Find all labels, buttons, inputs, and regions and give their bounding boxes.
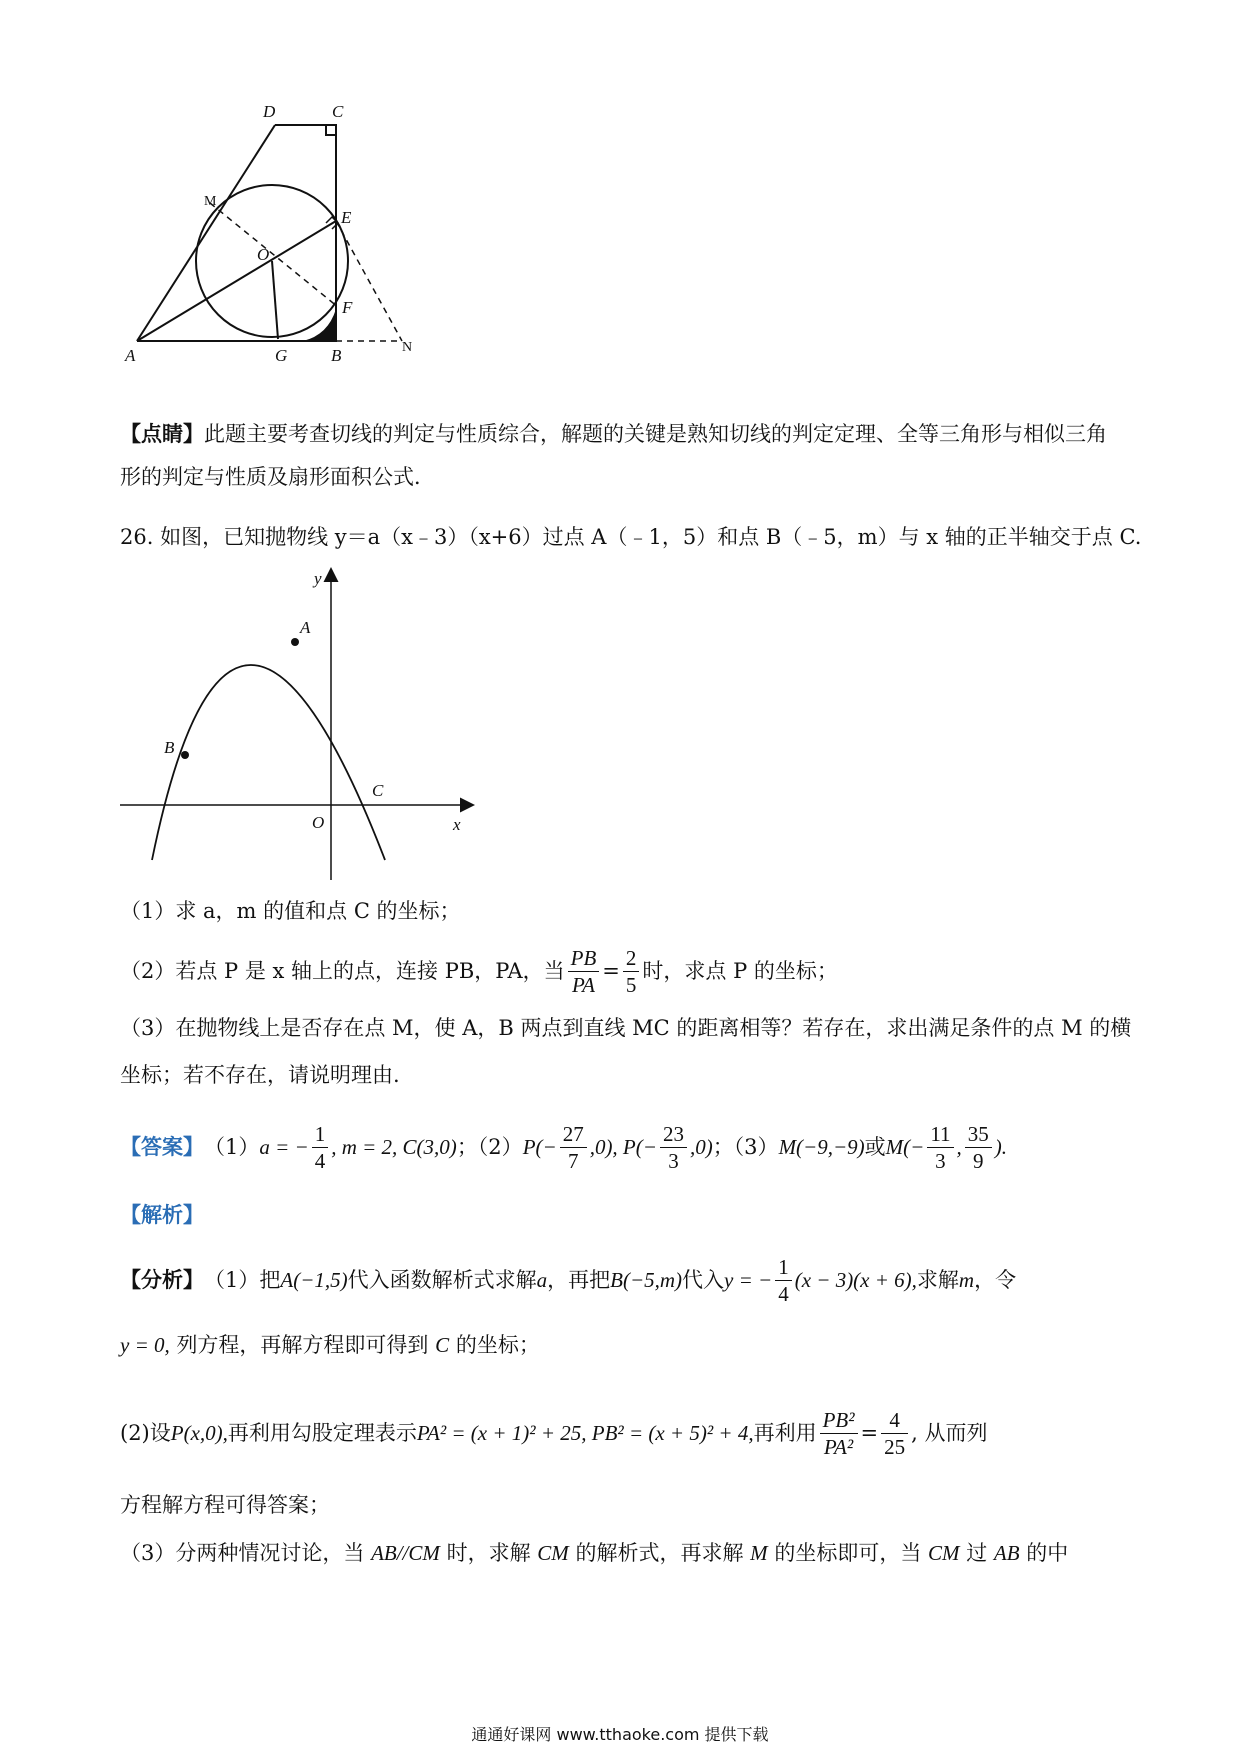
fenxi-l3-valfrac <box>881 1407 908 1460</box>
label-F: F <box>342 298 353 317</box>
fenxi-l1-a: （1）把 <box>204 1268 281 1292</box>
shaded-region <box>303 309 336 341</box>
fenxi-l3-a: (2)设 <box>120 1421 171 1445</box>
answer-P1-num: 27 <box>560 1121 587 1148</box>
label-A: A <box>125 346 136 365</box>
answer-M2-num1: 11 <box>927 1121 953 1148</box>
question-3 <box>120 1005 1140 1099</box>
fenxi-l1-e: ，再把 <box>547 1268 611 1292</box>
fenxi-l5-b: AB//CM <box>371 1541 440 1565</box>
answer-M2-frac1 <box>927 1121 953 1174</box>
answer-P1-den: 7 <box>567 1148 579 1173</box>
fenxi-l3-frac <box>820 1407 858 1460</box>
fenxi-l3-d: PA² = (x + 1)² + 25, PB² = (x + 5)² + 4, <box>416 1421 754 1445</box>
label-B: B <box>331 346 342 365</box>
answer-M2-mid: , <box>956 1135 962 1159</box>
answer-P2-num: 23 <box>660 1121 687 1148</box>
answer-part2-label: ；（2） <box>456 1135 523 1159</box>
q2-fraction-pb-pa <box>568 945 600 998</box>
answer-or: 或 <box>864 1135 886 1159</box>
answer-P2-post: ,0) <box>689 1135 713 1159</box>
fenxi-line-3 <box>120 1398 1140 1468</box>
label-N: N <box>402 340 413 355</box>
axis-label-x: x <box>453 815 461 834</box>
fenxi-l3-den: PA² <box>823 1434 854 1459</box>
answer-M2-den1: 3 <box>935 1148 946 1173</box>
label-M: M <box>204 194 217 209</box>
label-O: O <box>257 245 270 264</box>
answer-a-frac <box>312 1121 329 1174</box>
fenxi-l3-eq: = <box>860 1421 879 1445</box>
q2-val-den: 5 <box>625 972 637 997</box>
geometry-figure <box>120 95 440 370</box>
answer-a-den: 4 <box>314 1148 326 1173</box>
fenxi-tag: 【分析】 <box>120 1267 204 1292</box>
point-A <box>291 638 299 646</box>
answer-P1-post: ,0), P(− <box>589 1135 657 1159</box>
fenxi-l3-vnum: 4 <box>881 1407 908 1434</box>
fenxi-l5-g: 的坐标即可，当 <box>774 1541 922 1565</box>
label-D: D <box>263 102 276 121</box>
fenxi-l1-b: A(−1,5) <box>280 1268 348 1292</box>
label-B: B <box>164 738 175 757</box>
q2-equals: = <box>602 959 620 983</box>
answer-P1-pre: P(− <box>522 1135 557 1159</box>
dianjing-text: 此题主要考查切线的判定与性质综合，解题的关键是熟知切线的判定定理、全等三角形与相似三角形的判定与性质及扇形面积公式． <box>120 422 1107 489</box>
page-footer: 通通好课网 www.tthaoke.com 提供下载 <box>471 1725 769 1744</box>
answer-part1-label: （1） <box>204 1135 260 1159</box>
fenxi-l1-den: 4 <box>778 1281 789 1306</box>
fenxi-l1-frac <box>775 1254 792 1307</box>
answer-a-num: 1 <box>312 1121 329 1148</box>
fenxi-l1-l: ，令 <box>974 1268 1017 1292</box>
fenxi-l1-d: a <box>536 1268 548 1292</box>
fenxi-l1-num: 1 <box>775 1254 792 1281</box>
fenxi-l1-k: m <box>958 1268 975 1292</box>
answer-M1: M(−9,−9) <box>778 1135 865 1159</box>
label-G: G <box>275 346 288 365</box>
fenxi-l3-g: , 从而列 <box>911 1421 988 1445</box>
answer-M2-frac2 <box>965 1121 992 1174</box>
label-E: E <box>341 208 352 227</box>
fenxi-l3-vden: 25 <box>884 1434 906 1459</box>
fenxi-l5-f: M <box>750 1541 768 1565</box>
label-A: A <box>300 618 311 637</box>
answer-M2-den2: 9 <box>973 1148 984 1173</box>
fenxi-l1-j: 求解 <box>916 1268 959 1292</box>
fenxi-l5-h: CM <box>928 1541 960 1565</box>
fenxi-l1-c: 代入函数解析式求解 <box>347 1268 537 1292</box>
fenxi-l1-f: B(−5,m) <box>610 1268 683 1292</box>
q3-line-2: 坐标；若不存在，请说明理由. <box>120 1063 400 1087</box>
jiexi-tag: 【解析】 <box>120 1202 204 1227</box>
answer-line <box>120 1112 1140 1182</box>
answer-P2-frac <box>660 1121 687 1174</box>
question-1: （1）求 a，m 的值和点 C 的坐标； <box>120 899 461 923</box>
parabola-curve <box>152 665 385 860</box>
label-C: C <box>372 781 384 800</box>
fenxi-l5-k: 的中 <box>1026 1541 1069 1565</box>
question-2 <box>120 940 838 1002</box>
answer-rest1: , m = 2, C(3,0) <box>331 1135 457 1159</box>
label-origin: O <box>312 813 325 832</box>
dianjing-paragraph <box>120 412 1120 499</box>
fenxi-l3-c: 再利用勾股定理表示 <box>227 1421 417 1445</box>
fenxi-l2-c: C <box>435 1333 450 1357</box>
fenxi-l1-g: 代入 <box>682 1268 725 1292</box>
fenxi-l3-e: 再利用 <box>753 1421 817 1445</box>
answer-P1-frac <box>560 1121 587 1174</box>
fenxi-l2-d: 的坐标； <box>455 1333 540 1357</box>
fenxi-line-4: 方程解方程可得答案； <box>120 1493 330 1517</box>
fenxi-l5-e: 的解析式，再求解 <box>575 1541 744 1565</box>
fenxi-line-5 <box>120 1538 1068 1568</box>
answer-part3-label: ；（3） <box>712 1135 779 1159</box>
fenxi-l3-b: P(x,0), <box>170 1421 228 1445</box>
q2-frac-num: PB <box>568 945 600 972</box>
axis-label-y: y <box>314 569 322 588</box>
fenxi-l1-h: y = − <box>724 1268 773 1292</box>
label-C: C <box>332 102 344 121</box>
answer-tag: 【答案】 <box>120 1134 204 1159</box>
dianjing-tag: 【点睛】 <box>120 421 204 446</box>
fenxi-line-2 <box>120 1330 540 1360</box>
segment-OG <box>272 261 278 339</box>
parabola-figure <box>110 560 490 895</box>
fenxi-l5-j: AB <box>993 1541 1020 1565</box>
q3-line-1: （3）在抛物线上是否存在点 M，使 A，B 两点到直线 MC 的距离相等？若存在，求出满足条件的点 M 的横 <box>120 1016 1132 1040</box>
fenxi-l5-a: （3）分两种情况讨论，当 <box>120 1541 365 1565</box>
fenxi-l1-i: (x − 3)(x + 6), <box>794 1268 917 1292</box>
fenxi-l2-b: 列方程，再解方程即可得到 <box>176 1333 429 1357</box>
q2-fraction-value <box>623 945 640 998</box>
answer-a-eq: a = − <box>259 1135 309 1159</box>
fenxi-l3-num: PB² <box>820 1407 858 1434</box>
fenxi-l5-i: 过 <box>966 1541 988 1565</box>
answer-P2-den: 3 <box>668 1148 679 1173</box>
answer-M2-num2: 35 <box>965 1121 992 1148</box>
q2-suffix: 时，求点 P 的坐标； <box>642 959 838 983</box>
segment-DA <box>137 125 275 341</box>
fenxi-line-1 <box>120 1248 1140 1312</box>
fenxi-l2-a: y = 0, <box>120 1333 170 1357</box>
problem-26-stem: 26. 如图，已知抛物线 y＝a（x﹣3）（x+6）过点 A（﹣1，5）和点 B（﹣5，m）与 x 轴的正半轴交于点 C. <box>120 525 1142 549</box>
answer-M2-post: ). <box>994 1135 1008 1159</box>
fenxi-l5-d: CM <box>537 1541 569 1565</box>
q2-val-num: 2 <box>623 945 640 972</box>
point-B <box>181 751 189 759</box>
answer-M2-pre: M(− <box>885 1135 925 1159</box>
q2-frac-den: PA <box>571 972 595 997</box>
q2-prefix: （2）若点 P 是 x 轴上的点，连接 PB，PA，当 <box>120 959 565 983</box>
fenxi-l5-c: 时，求解 <box>446 1541 531 1565</box>
